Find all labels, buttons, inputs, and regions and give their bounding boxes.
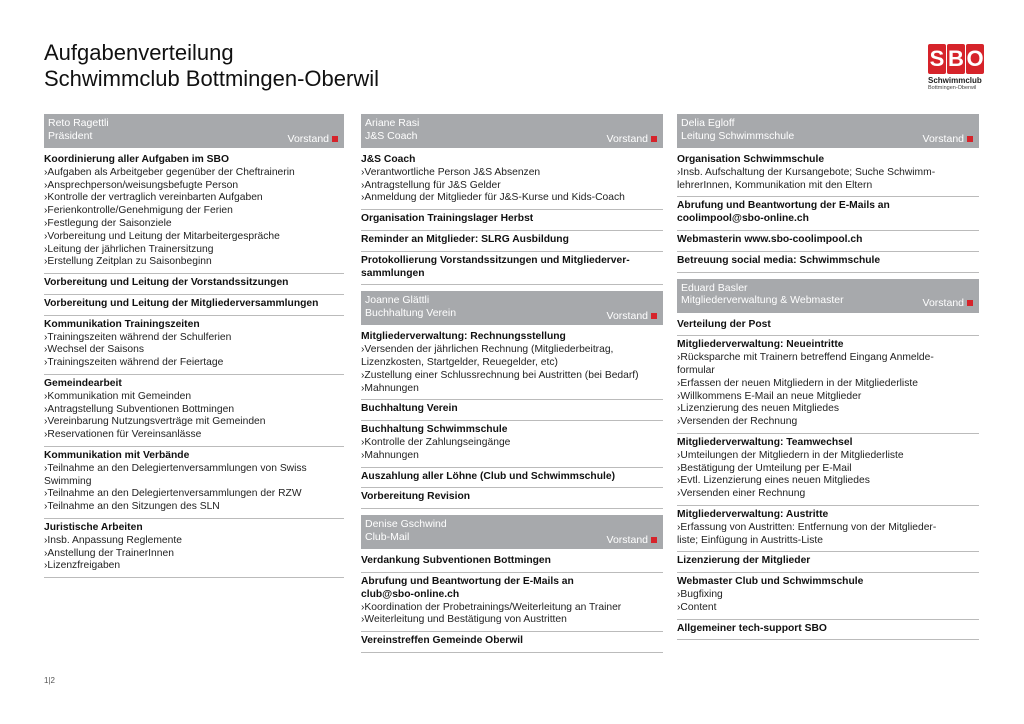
board-tag	[607, 534, 657, 547]
logo-letter: O	[966, 44, 984, 74]
task-item: liste; Einfügung in Austritts-Liste	[677, 534, 823, 546]
board-tag-label: Vorstand	[606, 533, 648, 546]
task-item: ›Teilnahme an den Delegiertenversammlungen der RZW	[44, 488, 302, 500]
column-1	[44, 114, 344, 578]
task-item: ›Versenden der jährlichen Rechnung (Mitgliederbeitrag,	[361, 344, 614, 356]
member-header	[677, 279, 979, 313]
task-item: ›Vereinbarung Nutzungsverträge mit Gemeinden	[44, 416, 266, 428]
task-title: Kommunikation Trainingszeiten	[44, 318, 200, 330]
task-item: ›Mahnungen	[361, 449, 419, 461]
task-item: ›Bugfixing	[677, 588, 723, 600]
task-section	[677, 573, 979, 619]
member-name: Eduard Basler	[681, 281, 748, 294]
task-item: ›Antragstellung Subventionen Bottmingen	[44, 403, 235, 415]
task-item: ›Kommunikation mit Gemeinden	[44, 390, 192, 402]
task-item: ›Teilnahme an den Sitzungen des SLN	[44, 501, 220, 513]
task-title: Kommunikation mit Verbände	[44, 449, 190, 461]
task-section	[361, 552, 663, 573]
task-section	[44, 375, 344, 447]
task-item: ›Insb. Aufschaltung der Kursangebote; Suche Schwimm-	[677, 166, 936, 178]
board-tag-label: Vorstand	[287, 132, 329, 145]
member-role: Mitgliederverwaltung & Webmaster	[681, 294, 844, 307]
task-title: J&S Coach	[361, 154, 416, 165]
task-item: ›Weiterleitung und Bestätigung von Austritten	[361, 614, 567, 626]
board-tag	[607, 133, 657, 146]
board-tag	[923, 133, 973, 146]
logo-subtitle: Bottmingen-Oberwil	[928, 85, 977, 91]
task-section	[361, 231, 663, 252]
board-tag-label: Vorstand	[922, 297, 964, 310]
task-section	[361, 421, 663, 467]
member-role: Präsident	[48, 129, 93, 142]
task-item: ›Verantwortliche Person J&S Absenzen	[361, 166, 541, 178]
page-number: 1|2	[44, 676, 55, 685]
page-title	[44, 40, 379, 92]
task-title: Abrufung und Beantwortung der E-Mails an	[677, 200, 890, 212]
task-title: Vorbereitung und Leitung der Vorstandssitzungen	[44, 277, 289, 289]
task-title-cont: sammlungen	[361, 267, 425, 279]
task-section	[677, 316, 979, 337]
task-section	[677, 336, 979, 434]
task-item: ›Umteilungen der Mitgliedern in der Mitgliederliste	[677, 449, 904, 461]
task-item: ›Content	[677, 601, 717, 613]
task-title: Organisation Schwimmschule	[677, 154, 825, 165]
task-section	[361, 468, 663, 489]
task-item: ›Anmeldung der Mitglieder für J&S-Kurse und Kids-Coach	[361, 192, 625, 204]
task-item: ›Antragstellung für J&S Gelder	[361, 179, 501, 191]
task-title: Lizenzierung der Mitglieder	[677, 555, 811, 567]
member-name: Denise Gschwind	[365, 518, 447, 531]
task-title: Verteilung der Post	[677, 318, 771, 330]
task-section	[361, 488, 663, 509]
board-tag	[607, 310, 657, 323]
member-name: Reto Ragettli	[48, 117, 109, 129]
task-item: ›Ferienkontrolle/Genehmigung der Ferien	[44, 205, 233, 217]
task-title: Mitgliederverwaltung: Teamwechsel	[677, 436, 853, 448]
task-section	[44, 519, 344, 578]
red-square-icon	[651, 313, 657, 319]
board-tag-label: Vorstand	[606, 309, 648, 322]
task-section	[361, 328, 663, 400]
task-section	[361, 573, 663, 632]
task-item: ›Kontrolle der Zahlungseingänge	[361, 436, 511, 448]
board-tag	[288, 133, 338, 146]
red-square-icon	[967, 136, 973, 142]
task-section	[677, 151, 979, 197]
task-title: Organisation Trainingslager Herbst	[361, 213, 534, 225]
task-title: Vorbereitung Revision	[361, 491, 471, 503]
task-item: ›Rücksparche mit Trainern betreffend Eingang Anmelde-	[677, 352, 934, 364]
task-title: Buchhaltung Schwimmschule	[361, 424, 508, 436]
task-item: ›Mahnungen	[361, 382, 419, 394]
task-item: formular	[677, 364, 715, 376]
task-title: Juristische Arbeiten	[44, 521, 143, 533]
task-section	[361, 210, 663, 231]
task-item: ›Trainingszeiten während der Feiertage	[44, 357, 224, 369]
task-title: Webmaster Club und Schwimmschule	[677, 576, 864, 588]
task-title: Vereinstreffen Gemeinde Oberwil	[361, 635, 523, 647]
task-section	[44, 274, 344, 295]
task-title: Koordinierung aller Aufgaben im SBO	[44, 154, 229, 165]
task-section	[677, 197, 979, 231]
task-item: lehrerInnen, Kommunikation mit den Eltern	[677, 179, 873, 191]
task-item: ›Lizenzfreigaben	[44, 560, 121, 572]
red-square-icon	[651, 537, 657, 543]
task-item: ›Festlegung der Saisonziele	[44, 217, 172, 229]
task-title-cont: coolimpool@sbo-online.ch	[677, 213, 809, 225]
task-section	[361, 400, 663, 421]
task-section	[44, 151, 344, 274]
task-title: Webmasterin www.sbo-coolimpool.ch	[677, 233, 863, 245]
task-item: ›Vorbereitung und Leitung der Mitarbeitergespräche	[44, 230, 280, 242]
task-item: ›Zustellung einer Schlussrechnung bei Austritten (bei Bedarf)	[361, 369, 639, 381]
task-item: ›Trainingszeiten während der Schulferien	[44, 331, 232, 343]
task-item: ›Erfassung von Austritten: Entfernung von der Mitglieder-	[677, 521, 937, 533]
sbo-logo	[928, 44, 984, 91]
logo-letter: B	[947, 44, 965, 74]
task-title: Auszahlung aller Löhne (Club und Schwimmschule)	[361, 470, 616, 482]
task-title: Mitgliederverwaltung: Austritte	[677, 508, 829, 520]
title-line-2: Schwimmclub Bottmingen-Oberwil	[44, 66, 379, 91]
task-item: ›Leitung der jährlichen Trainersitzung	[44, 243, 214, 255]
board-tag-label: Vorstand	[922, 132, 964, 145]
task-item: ›Wechsel der Saisons	[44, 344, 144, 356]
task-section	[677, 434, 979, 506]
member-header	[677, 114, 979, 148]
task-item: ›Erstellung Zeitplan zu Saisonbeginn	[44, 256, 212, 268]
member-role: Buchhaltung Verein	[365, 306, 457, 319]
member-header	[44, 114, 344, 148]
task-item: ›Ansprechperson/weisungsbefugte Person	[44, 179, 239, 191]
task-item: ›Insb. Anpassung Reglemente	[44, 534, 182, 546]
member-header	[361, 515, 663, 549]
task-title-cont: club@sbo-online.ch	[361, 588, 460, 600]
task-section	[677, 252, 979, 273]
task-title: Allgemeiner tech-support SBO	[677, 622, 827, 634]
task-item: ›Evtl. Lizenzierung eines neuen Mitgliedes	[677, 475, 870, 487]
task-section	[361, 151, 663, 210]
task-section	[677, 620, 979, 641]
logo-letter: S	[928, 44, 946, 74]
task-item: ›Willkommens E-Mail an neue Mitglieder	[677, 390, 862, 402]
task-item: ›Versenden einer Rechnung	[677, 488, 806, 500]
task-item: Lizenzkosten, Startgelder, Reuegelder, etc)	[361, 356, 558, 368]
task-section	[44, 316, 344, 375]
task-title: Buchhaltung Verein	[361, 403, 458, 415]
task-title: Mitgliederverwaltung: Rechnungsstellung	[361, 331, 566, 343]
member-name: Ariane Rasi	[365, 117, 420, 129]
member-role: Leitung Schwimmschule	[681, 129, 795, 142]
board-tag-label: Vorstand	[606, 132, 648, 145]
member-name: Joanne Glättli	[365, 294, 430, 307]
task-section	[677, 552, 979, 573]
title-line-1: Aufgabenverteilung	[44, 40, 234, 65]
task-item: ›Versenden der Rechnung	[677, 416, 798, 428]
task-title: Betreuung social media: Schwimmschule	[677, 254, 881, 266]
task-item: ›Anstellung der TrainerInnen	[44, 547, 174, 559]
task-section	[44, 295, 344, 316]
column-3	[677, 114, 979, 640]
task-section	[361, 632, 663, 653]
member-header	[361, 291, 663, 325]
task-item: ›Teilnahme an den Delegiertenversammlungen von Swiss	[44, 462, 307, 474]
task-item: ›Koordination der Probetrainings/Weiterleitung an Trainer	[361, 601, 622, 613]
task-title: Vorbereitung und Leitung der Mitgliederversammlungen	[44, 297, 319, 309]
task-title: Protokollierung Vorstandssitzungen und Mitgliederver-	[361, 254, 630, 266]
task-item: ›Bestätigung der Umteilung per E-Mail	[677, 462, 852, 474]
task-title: Mitgliederverwaltung: Neueintritte	[677, 339, 844, 351]
task-item: ›Kontrolle der vertraglich vereinbarten Aufgaben	[44, 192, 263, 204]
task-item: ›Lizenzierung des neuen Mitgliedes	[677, 403, 839, 415]
task-section	[677, 231, 979, 252]
task-item: ›Erfassen der neuen Mitgliedern in der Mitgliederliste	[677, 377, 918, 389]
member-header	[361, 114, 663, 148]
logo-name: Schwimmclub	[928, 76, 982, 85]
task-title: Verdankung Subventionen Bottmingen	[361, 555, 551, 567]
task-item: ›Aufgaben als Arbeitgeber gegenüber der Cheftrainerin	[44, 166, 295, 178]
task-item: ›Reservationen für Vereinsanlässe	[44, 429, 202, 441]
logo-mark	[928, 44, 984, 74]
task-item: Swimming	[44, 475, 92, 487]
task-section	[44, 447, 344, 519]
column-2	[361, 114, 663, 653]
member-role: J&S Coach	[365, 129, 418, 142]
red-square-icon	[967, 300, 973, 306]
red-square-icon	[651, 136, 657, 142]
task-title: Gemeindearbeit	[44, 377, 122, 389]
task-title: Abrufung und Beantwortung der E-Mails an	[361, 575, 574, 587]
red-square-icon	[332, 136, 338, 142]
task-title: Reminder an Mitglieder: SLRG Ausbildung	[361, 233, 569, 245]
task-section	[361, 252, 663, 286]
task-section	[677, 506, 979, 552]
board-tag	[923, 297, 973, 310]
member-role: Club-Mail	[365, 530, 410, 543]
member-name: Delia Egloff	[681, 117, 735, 129]
